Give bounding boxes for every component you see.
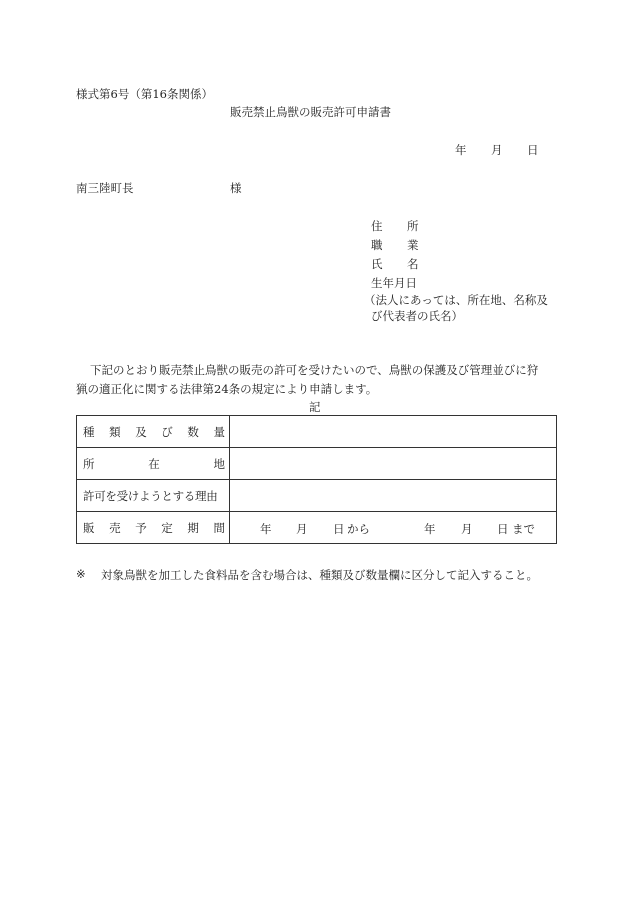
period-to-suffix: まで (512, 522, 535, 536)
addressee-honorific: 様 (230, 181, 242, 195)
corporate-note-1: （法人にあっては、所在地、名称及 (364, 293, 548, 307)
period-from-suffix: から (347, 522, 370, 536)
date-day: 日 (527, 143, 539, 157)
row-label-location: 所 在 地 (77, 448, 230, 480)
occupation-label-1: 職 (371, 238, 383, 252)
reason-field[interactable] (230, 480, 557, 512)
address-label-1: 住 (371, 219, 383, 233)
period-to-month: 月 (461, 522, 473, 536)
birthdate-label: 生年月日 (371, 276, 417, 290)
date-month: 月 (491, 143, 503, 157)
occupation-label-2: 業 (407, 238, 419, 252)
body-text-line-1: 下記のとおり販売禁止鳥獣の販売の許可を受けたいので、鳥獣の保護及び管理並びに狩 (90, 363, 539, 377)
date-year: 年 (455, 143, 467, 157)
period-to-year: 年 (424, 522, 436, 536)
period-from-year: 年 (260, 522, 272, 536)
period-from-day: 日 (333, 522, 345, 536)
document-title: 販売禁止鳥獣の販売許可申請書 (230, 105, 391, 119)
table-row (77, 416, 557, 448)
table-row (77, 448, 557, 480)
row-label-reason: 許可を受けようとする理由 (77, 480, 230, 512)
period-to-day: 日 (497, 522, 509, 536)
form-number: 様式第6号（第16条関係） (76, 87, 213, 101)
ki-heading: 記 (309, 400, 321, 414)
name-label-2: 名 (407, 257, 419, 271)
footnote-text: 対象鳥獣を加工した食料品を含む場合は、種類及び数量欄に区分して記入すること。 (101, 568, 538, 582)
corporate-note-2: び代表者の氏名） (371, 309, 463, 323)
table-row (77, 512, 557, 544)
name-label-1: 氏 (371, 257, 383, 271)
row-label-type-quantity: 種 類 及 び 数 量 (77, 416, 230, 448)
table-row (77, 480, 557, 512)
location-field[interactable] (230, 448, 557, 480)
type-quantity-field[interactable] (230, 416, 557, 448)
body-text-line-2: 猟の適正化に関する法律第24条の規定により申請します。 (76, 382, 378, 396)
period-from-month: 月 (296, 522, 308, 536)
footnote-mark: ※ (76, 567, 86, 581)
application-table (76, 415, 557, 544)
sales-period-field[interactable] (230, 512, 557, 544)
row-label-sales-period: 販 売 予 定 期 間 (77, 512, 230, 544)
address-label-2: 所 (407, 219, 419, 233)
addressee-name: 南三陸町長 (76, 181, 134, 195)
